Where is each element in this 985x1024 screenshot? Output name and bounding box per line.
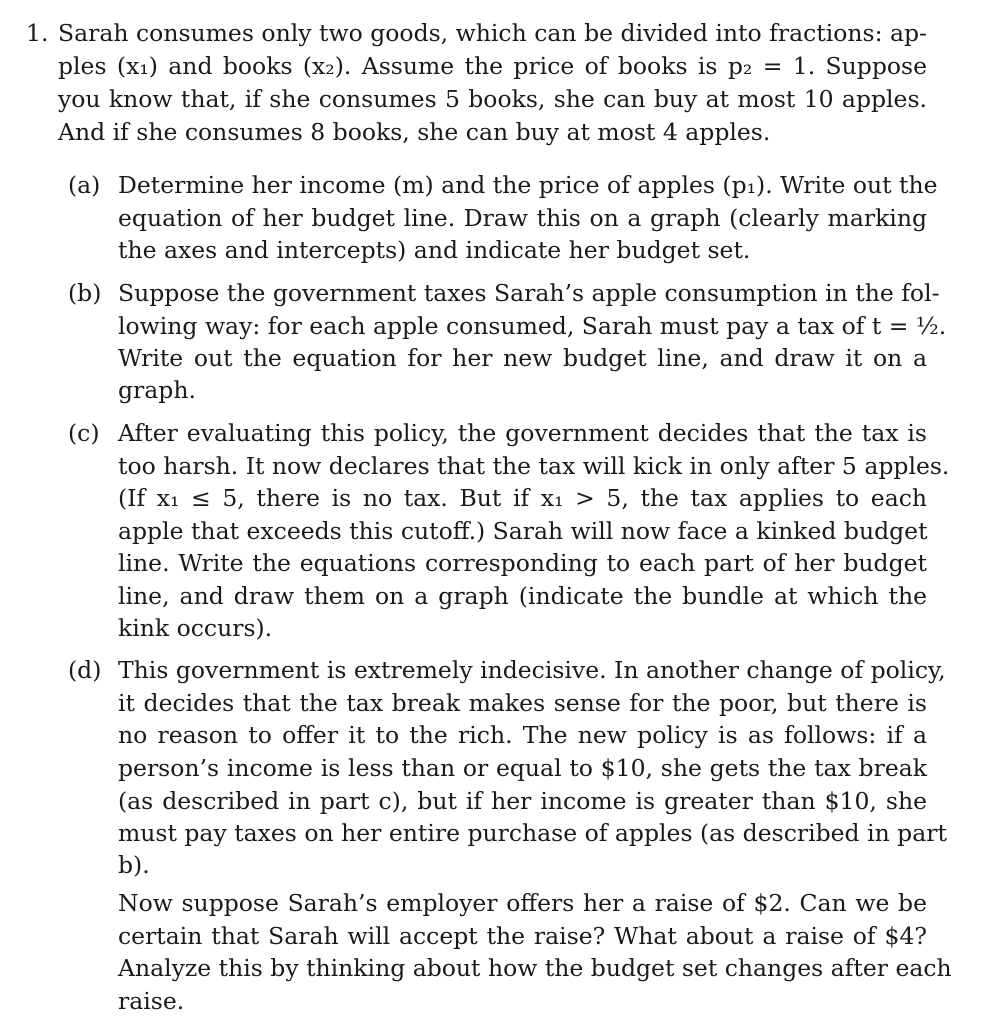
part-d-line-6: must pay taxes on her entire purchase of apples (as described in part (118, 819, 947, 847)
part-d-line-3: no reason to offer it to the rich. The new policy is as follows: if a (118, 721, 927, 749)
part-d-line-1: This government is extremely indecisive. In another change of policy, (118, 656, 946, 684)
part-d-label: (d) (68, 656, 102, 684)
part-c-line-1: After evaluating this policy, the government decides that the tax is (118, 419, 927, 447)
part-a-line-2: equation of her budget line. Draw this on a graph (clearly marking (118, 204, 927, 232)
part-c-line-6: line, and draw them on a graph (indicate the bundle at which the (118, 582, 927, 610)
part-c-line-2: too harsh. It now declares that the tax will kick in only after 5 apples. (118, 452, 950, 480)
part-c-line-4: apple that exceeds this cutoff.) Sarah will now face a kinked budget (118, 517, 928, 545)
part-d-line-7: b). (118, 851, 150, 879)
part-d-followup-line-2: certain that Sarah will accept the raise? What about a raise of $4? (118, 922, 927, 950)
part-b-line-1: Suppose the government taxes Sarah’s apple consumption in the fol- (118, 279, 940, 307)
part-d-followup-line-1: Now suppose Sarah’s employer offers her a raise of $2. Can we be (118, 889, 927, 917)
part-b-line-2: lowing way: for each apple consumed, Sarah must pay a tax of t = ½. (118, 312, 947, 340)
intro-line-3: you know that, if she consumes 5 books, she can buy at most 10 apples. (58, 85, 927, 113)
part-c-label: (c) (68, 419, 100, 447)
part-c-line-7: kink occurs). (118, 614, 273, 642)
part-b-line-3: Write out the equation for her new budget line, and draw it on a (118, 344, 927, 372)
part-d-followup-line-4: raise. (118, 987, 185, 1015)
intro-line-1: Sarah consumes only two goods, which can be divided into fractions: ap- (58, 19, 927, 47)
part-a-label: (a) (68, 171, 101, 199)
part-a-line-3: the axes and intercepts) and indicate her budget set. (118, 236, 751, 264)
part-d-line-2: it decides that the tax break makes sense for the poor, but there is (118, 689, 927, 717)
problem-number: 1. (26, 19, 49, 47)
part-d-line-4: person’s income is less than or equal to $10, she gets the tax break (118, 754, 927, 782)
part-a-line-1: Determine her income (m) and the price of apples (p₁). Write out the (118, 171, 938, 199)
part-b-line-4: graph. (118, 376, 196, 404)
intro-line-2: ples (x₁) and books (x₂). Assume the price of books is p₂ = 1. Suppose (58, 52, 927, 80)
intro-line-4: And if she consumes 8 books, she can buy at most 4 apples. (58, 118, 771, 146)
part-c-line-3: (If x₁ ≤ 5, there is no tax. But if x₁ > 5, the tax applies to each (118, 484, 927, 512)
part-c-line-5: line. Write the equations corresponding to each part of her budget (118, 549, 927, 577)
part-d-followup-line-3: Analyze this by thinking about how the budget set changes after each (118, 954, 952, 982)
part-d-line-5: (as described in part c), but if her income is greater than $10, she (118, 787, 927, 815)
part-b-label: (b) (68, 279, 102, 307)
